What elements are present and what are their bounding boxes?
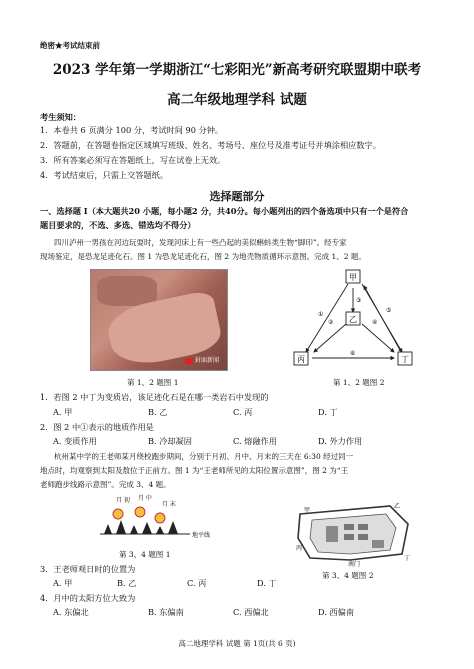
q4-option-a[interactable]: A. 东偏北 <box>53 607 89 617</box>
arrow-label: ⑤ <box>386 307 392 314</box>
note-item: 2．答题前，在答题卷指定区域填写班级、姓名、考场号、座位号及准考证号并填涂相应数字。 <box>40 140 381 150</box>
passage-text: 地点时，均观察到太阳及敖位于正前方。图 1 为“王老师所见的太阳位置示意图”，图 2 为“王 <box>40 466 349 475</box>
label-early-month: 月 初 <box>116 497 130 504</box>
node-left: 丙 <box>297 355 305 364</box>
photo-logo: 封面新闻 <box>194 357 219 364</box>
route-point-d: 丁 <box>404 555 411 562</box>
arrow-label: ⑥ <box>350 350 356 357</box>
exam-subtitle: 高二年级地理学科 试题 <box>167 92 307 108</box>
note-item: 4．考试结束后，只需上交答题纸。 <box>40 170 169 180</box>
rock-cycle-diagram <box>290 268 420 374</box>
passage-text: 四川泸州一男孩在河边玩耍时，发现河床上有一些凸起的美似蝌蚪类生物“脚印”。经专家 <box>54 238 347 247</box>
q1-option-c[interactable]: C. 丙 <box>233 407 253 417</box>
secret-label: 绝密★考试结束前 <box>40 41 100 50</box>
q4-option-b[interactable]: B. 东偏南 <box>148 607 184 617</box>
notes-heading: 考生须知： <box>40 112 81 122</box>
arrow-label: ③ <box>356 297 362 304</box>
q2-option-b[interactable]: B. 冷却凝固 <box>148 436 192 446</box>
arrow-label: ② <box>328 319 334 326</box>
route-point-c: 丙 <box>296 545 303 552</box>
exam-title: 2023 学年第一学期浙江“七彩阳光”新高考研究联盟期中联考 <box>52 62 422 78</box>
q1-option-b[interactable]: B. 乙 <box>148 407 168 417</box>
label-late-month: 月 末 <box>162 501 176 508</box>
q3-option-a[interactable]: A. 甲 <box>53 578 73 588</box>
q1-option-d[interactable]: D. 丁 <box>318 407 338 417</box>
arrow-label: ① <box>318 311 324 318</box>
node-right: 丁 <box>401 355 409 364</box>
figure4-caption: 第 3、4 题图 2 <box>322 571 374 580</box>
q4-option-d[interactable]: D. 西偏南 <box>318 607 355 617</box>
figure3-caption: 第 3、4 题图 1 <box>119 550 171 559</box>
dinosaur-footprint-photo <box>90 269 228 371</box>
node-top: 甲 <box>349 273 357 282</box>
section-title: 选择题部分 <box>209 190 265 203</box>
q3-option-d[interactable]: D. 丁 <box>257 578 277 588</box>
q2-option-c[interactable]: C. 熔融作用 <box>233 436 277 446</box>
route-gate: 南门 <box>348 561 361 568</box>
q1-option-a[interactable]: A. 甲 <box>53 407 73 417</box>
question-3-stem: 3．王老师观日时的位置为 <box>40 564 136 574</box>
route-point-b: 乙 <box>394 503 401 510</box>
q3-option-c[interactable]: C. 丙 <box>187 578 207 588</box>
page-footer: 高二地理学科 试题 第 1页(共 6 页) <box>178 639 296 648</box>
passage-text: 老师跑步线路示意图”。完成 3、4 题。 <box>40 480 171 489</box>
note-item: 3．所有答案必须写在答题纸上，写在试卷上无效。 <box>40 155 226 165</box>
node-center: 乙 <box>349 315 357 324</box>
question-4-stem: 4．月中的太阳方位大致为 <box>40 593 136 603</box>
question-1-stem: 1．若图 2 中丁为变质岩，该足迹化石是在哪一类岩石中发现的 <box>40 392 269 402</box>
question-2-stem: 2．图 2 中①表示的地质作用是 <box>40 422 154 432</box>
figure2-caption: 第 1、2 题图 2 <box>333 378 385 387</box>
sun-position-diagram <box>96 494 236 546</box>
running-route-diagram <box>290 494 420 568</box>
arrow-label: ④ <box>372 319 378 326</box>
q2-option-a[interactable]: A. 变质作用 <box>53 436 97 446</box>
label-horizon: 地平线 <box>192 532 211 539</box>
passage-text: 现场鉴定，是恐龙足迹化石。图 1 为恐龙足迹化石，图 2 为地壳物质循环示意图。完成 1、2 题。 <box>40 252 366 261</box>
q3-option-b[interactable]: B. 乙 <box>117 578 137 588</box>
q2-option-d[interactable]: D. 外力作用 <box>318 436 363 446</box>
note-item: 1．本卷共 6 页满分 100 分，考试时间 90 分钟。 <box>40 125 224 135</box>
figure1-caption: 第 1、2 题图 1 <box>127 378 179 387</box>
passage-text: 杭州某中学的王老师某月绕校跑步期间，分别于月初、月中、月末的三天在 6:30 经过同一 <box>54 452 354 461</box>
route-point-a: 甲 <box>304 507 311 514</box>
section-instruction: 题目要求的，不选、多选、错选均不得分） <box>40 220 196 230</box>
q4-option-c[interactable]: C. 西偏北 <box>233 607 269 617</box>
label-mid-month: 月 中 <box>138 495 152 502</box>
section-instruction: 一、选择题 I（本大题共20 小题，每小题2 分，共40分。每小题列出的四个备选项中只有一个是符合 <box>40 206 409 216</box>
